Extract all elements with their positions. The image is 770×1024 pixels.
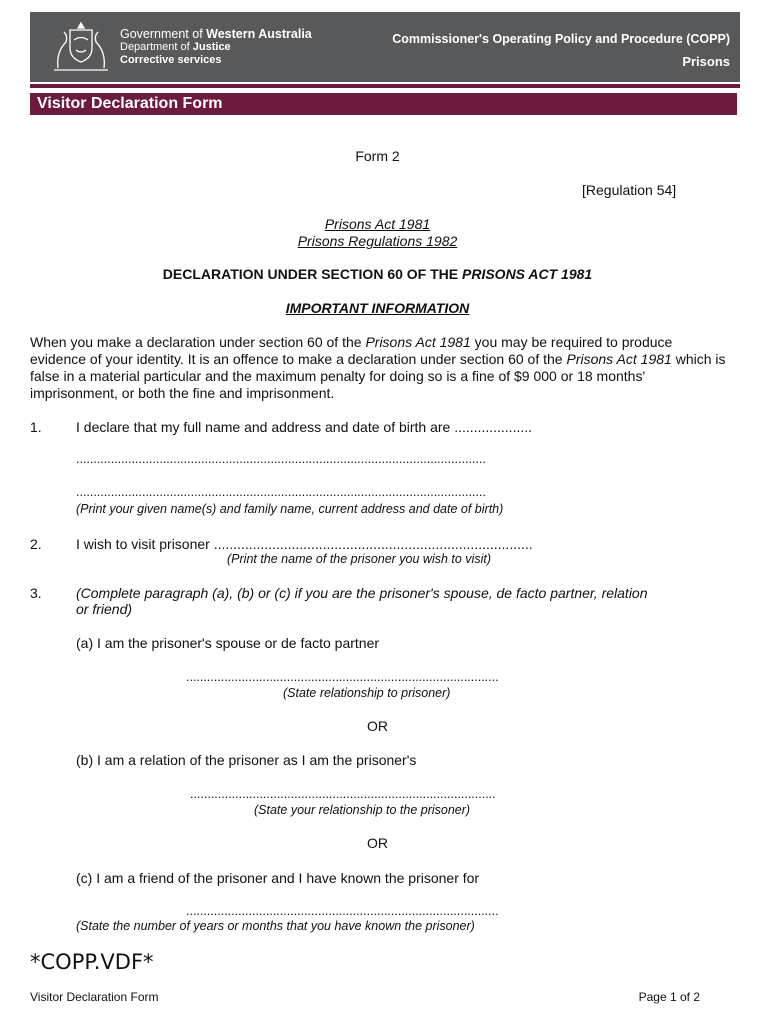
or-separator: OR [367, 835, 388, 851]
footer-form-name: Visitor Declaration Form [30, 990, 159, 1004]
item-1-text: I declare that my full name and address and date of birth are .................... [76, 419, 533, 435]
item-3-text-continued: or friend) [76, 601, 133, 617]
important-information-text: When you make a declaration under section 60 of the Prisons Act 1981 you may be required to produce evidence of your identity. It is an offence to make a declaration under section 60 of the Prisons Act 1981 which is false in a material particular and the maximum penalty for doing so is a fine of $9 000 or 18 months' imprisonment, or both the fine and imprisonment. [30, 334, 726, 401]
important-heading: IMPORTANT INFORMATION [285, 300, 470, 316]
form-title-bar: Visitor Declaration Form [30, 93, 737, 115]
department-name: Department of Justice [120, 41, 231, 53]
option-c-hint: (State the number of years or months that you have known the prisoner) [76, 919, 475, 933]
option-c-answer-line[interactable]: .......................................................................................... [186, 904, 499, 918]
act-reference: Prisons Act 1981 [324, 216, 431, 232]
item-1-answer-line[interactable]: ...................................................................................................................... [76, 485, 486, 499]
policy-title: Commissioner's Operating Policy and Procedure (COPP) [392, 32, 730, 46]
or-separator: OR [367, 718, 388, 734]
item-2-number: 2. [30, 536, 42, 552]
item-3-text: (Complete paragraph (a), (b) or (c) if you are the prisoner's spouse, de facto partner, relation [76, 585, 648, 601]
option-b-hint: (State your relationship to the prisoner) [254, 803, 471, 817]
barcode-text: *COPP.VDF* [30, 950, 154, 974]
option-b-text: (b) I am a relation of the prisoner as I am the prisoner's [76, 752, 417, 768]
option-c-text: (c) I am a friend of the prisoner and I have known the prisoner for [76, 870, 480, 886]
item-1-hint: (Print your given name(s) and family name, current address and date of birth) [76, 502, 504, 516]
coat-of-arms-logo [50, 20, 112, 76]
division-name: Corrective services [120, 54, 222, 66]
item-2-text: I wish to visit prisoner .................................................................................. [76, 536, 533, 552]
page-header [30, 12, 740, 82]
regulation-reference: [Regulation 54] [582, 182, 677, 198]
item-1-answer-line[interactable]: ...................................................................................................................... [76, 452, 486, 466]
form-number: Form 2 [355, 148, 400, 164]
declaration-heading: DECLARATION UNDER SECTION 60 OF THE PRISONS ACT 1981 [162, 266, 593, 282]
item-1-number: 1. [30, 419, 42, 435]
option-a-hint: (State relationship to prisoner) [283, 686, 451, 700]
government-name: Government of Western Australia [120, 27, 312, 41]
header-divider [30, 84, 740, 88]
option-a-text: (a) I am the prisoner's spouse or de facto partner [76, 635, 380, 651]
government-branding [120, 28, 312, 67]
item-3-number: 3. [30, 585, 42, 601]
option-a-answer-line[interactable]: .......................................................................................... [186, 670, 499, 684]
option-b-answer-line[interactable]: ........................................................................................ [190, 787, 496, 801]
policy-area: Prisons [682, 54, 730, 69]
page-number: Page 1 of 2 [638, 990, 700, 1004]
regulations-reference: Prisons Regulations 1982 [297, 233, 458, 249]
item-2-hint: (Print the name of the prisoner you wish to visit) [227, 552, 492, 566]
